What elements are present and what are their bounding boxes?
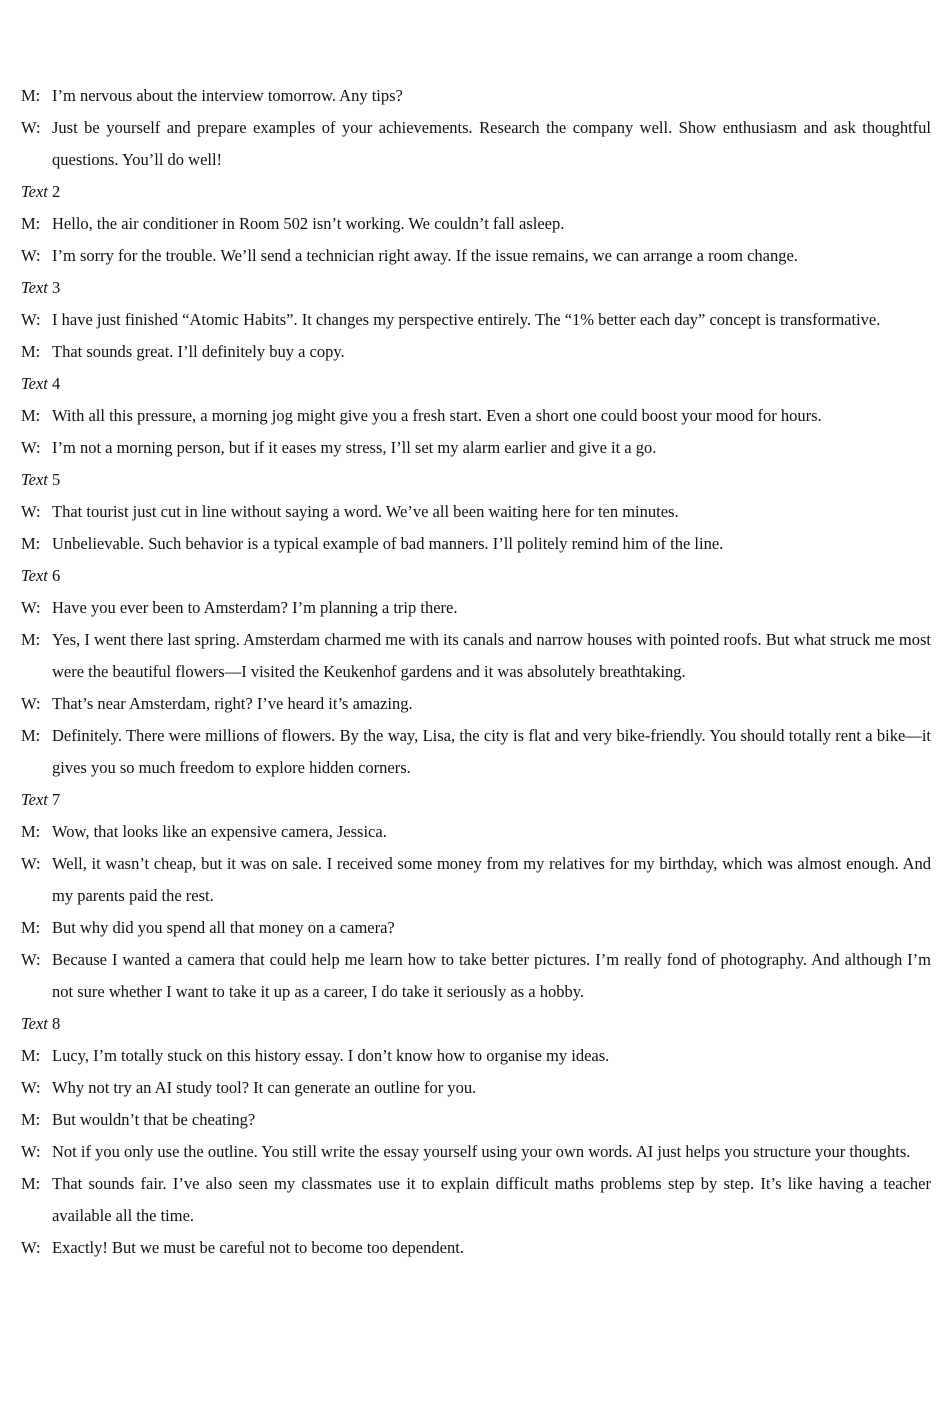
- utterance-text: Exactly! But we must be careful not to become too dependent.: [52, 1238, 464, 1257]
- section-heading: [21, 464, 931, 496]
- speaker-label: M:: [21, 406, 41, 425]
- section-heading: [21, 560, 931, 592]
- section-heading: [21, 176, 931, 208]
- utterance-text: Not if you only use the outline. You still write the essay yourself using your own words. AI just helps you structure your thoughts.: [52, 1142, 911, 1161]
- speaker-label: W:: [21, 1078, 41, 1097]
- speaker-label: W:: [21, 1238, 41, 1257]
- utterance-text: Just be yourself and prepare examples of your achievements. Research the company well. Show enthusiasm and ask thoughtful questions. You’ll do well!: [52, 118, 931, 169]
- section-label: Text: [21, 566, 48, 585]
- dialogue-turn: [21, 1232, 931, 1264]
- utterance-text: I’m sorry for the trouble. We’ll send a technician right away. If the issue remains, we can arrange a room change.: [52, 246, 798, 265]
- utterance-text: That’s near Amsterdam, right? I’ve heard it’s amazing.: [52, 694, 413, 713]
- utterance-text: Yes, I went there last spring. Amsterdam charmed me with its canals and narrow houses with pointed roofs. But what struck me most were the beautiful flowers—I visited the Keukenhof gardens and it was absolutely breathtaking.: [52, 630, 931, 681]
- speaker-label: W:: [21, 950, 41, 969]
- section-number: 7: [52, 790, 61, 809]
- speaker-label: M:: [21, 1174, 41, 1193]
- section-heading: [21, 1008, 931, 1040]
- dialogue-turn: [21, 336, 931, 368]
- utterance-text: But why did you spend all that money on a camera?: [52, 918, 395, 937]
- dialogue-turn: [21, 1168, 931, 1232]
- utterance-text: That sounds fair. I’ve also seen my classmates use it to explain difficult maths problems step by step. It’s like having a teacher available all the time.: [52, 1174, 931, 1225]
- section-heading: [21, 368, 931, 400]
- speaker-label: W:: [21, 1142, 41, 1161]
- utterance-text: Unbelievable. Such behavior is a typical example of bad manners. I’ll politely remind him of the line.: [52, 534, 724, 553]
- dialogue-turn: [21, 912, 931, 944]
- speaker-label: W:: [21, 310, 41, 329]
- speaker-label: W:: [21, 118, 41, 137]
- dialogue-turn: [21, 816, 931, 848]
- dialogue-turn: [21, 592, 931, 624]
- speaker-label: W:: [21, 694, 41, 713]
- utterance-text: Have you ever been to Amsterdam? I’m planning a trip there.: [52, 598, 458, 617]
- dialogue-turn: [21, 496, 931, 528]
- transcript: [21, 80, 931, 1264]
- speaker-label: W:: [21, 598, 41, 617]
- section-heading: [21, 272, 931, 304]
- section-number: 5: [52, 470, 61, 489]
- utterance-text: Why not try an AI study tool? It can generate an outline for you.: [52, 1078, 477, 1097]
- speaker-label: W:: [21, 502, 41, 521]
- utterance-text: Lucy, I’m totally stuck on this history essay. I don’t know how to organise my ideas.: [52, 1046, 610, 1065]
- section-number: 3: [52, 278, 61, 297]
- section-number: 8: [52, 1014, 61, 1033]
- speaker-label: M:: [21, 1046, 41, 1065]
- utterance-text: Because I wanted a camera that could help me learn how to take better pictures. I’m really fond of photography. And although I’m not sure whether I want to take it up as a career, I do take it seriously as a hobby.: [52, 950, 931, 1001]
- section-number: 4: [52, 374, 61, 393]
- section-label: Text: [21, 182, 48, 201]
- utterance-text: That sounds great. I’ll definitely buy a copy.: [52, 342, 345, 361]
- utterance-text: I have just finished “Atomic Habits”. It changes my perspective entirely. The “1% better each day” concept is transformative.: [52, 310, 881, 329]
- speaker-label: M:: [21, 1110, 41, 1129]
- speaker-label: M:: [21, 918, 41, 937]
- speaker-label: W:: [21, 854, 41, 873]
- dialogue-turn: [21, 208, 931, 240]
- utterance-text: That tourist just cut in line without saying a word. We’ve all been waiting here for ten minutes.: [52, 502, 679, 521]
- dialogue-turn: [21, 720, 931, 784]
- dialogue-turn: [21, 80, 931, 112]
- dialogue-turn: [21, 112, 931, 176]
- speaker-label: W:: [21, 438, 41, 457]
- dialogue-turn: [21, 432, 931, 464]
- dialogue-turn: [21, 1072, 931, 1104]
- section-label: Text: [21, 1014, 48, 1033]
- dialogue-turn: [21, 400, 931, 432]
- section-heading: [21, 784, 931, 816]
- speaker-label: M:: [21, 214, 41, 233]
- dialogue-turn: [21, 1104, 931, 1136]
- dialogue-turn: [21, 624, 931, 688]
- dialogue-turn: [21, 1040, 931, 1072]
- dialogue-turn: [21, 240, 931, 272]
- utterance-text: Well, it wasn’t cheap, but it was on sale. I received some money from my relatives for my birthday, which was almost enough. And my parents paid the rest.: [52, 854, 931, 905]
- dialogue-turn: [21, 304, 931, 336]
- utterance-text: Definitely. There were millions of flowers. By the way, Lisa, the city is flat and very bike-friendly. You should totally rent a bike—it gives you so much freedom to explore hidden corners.: [52, 726, 931, 777]
- dialogue-turn: [21, 688, 931, 720]
- dialogue-turn: [21, 848, 931, 912]
- speaker-label: M:: [21, 86, 41, 105]
- section-label: Text: [21, 374, 48, 393]
- utterance-text: Wow, that looks like an expensive camera, Jessica.: [52, 822, 387, 841]
- section-label: Text: [21, 278, 48, 297]
- speaker-label: M:: [21, 534, 41, 553]
- speaker-label: W:: [21, 246, 41, 265]
- utterance-text: I’m not a morning person, but if it eases my stress, I’ll set my alarm earlier and give it a go.: [52, 438, 657, 457]
- section-number: 6: [52, 566, 61, 585]
- speaker-label: M:: [21, 630, 41, 649]
- utterance-text: Hello, the air conditioner in Room 502 isn’t working. We couldn’t fall asleep.: [52, 214, 565, 233]
- speaker-label: M:: [21, 342, 41, 361]
- utterance-text: With all this pressure, a morning jog might give you a fresh start. Even a short one could boost your mood for hours.: [52, 406, 822, 425]
- dialogue-turn: [21, 944, 931, 1008]
- dialogue-turn: [21, 528, 931, 560]
- section-label: Text: [21, 470, 48, 489]
- speaker-label: M:: [21, 822, 41, 841]
- speaker-label: M:: [21, 726, 41, 745]
- section-label: Text: [21, 790, 48, 809]
- utterance-text: I’m nervous about the interview tomorrow. Any tips?: [52, 86, 403, 105]
- dialogue-turn: [21, 1136, 931, 1168]
- utterance-text: But wouldn’t that be cheating?: [52, 1110, 256, 1129]
- section-number: 2: [52, 182, 61, 201]
